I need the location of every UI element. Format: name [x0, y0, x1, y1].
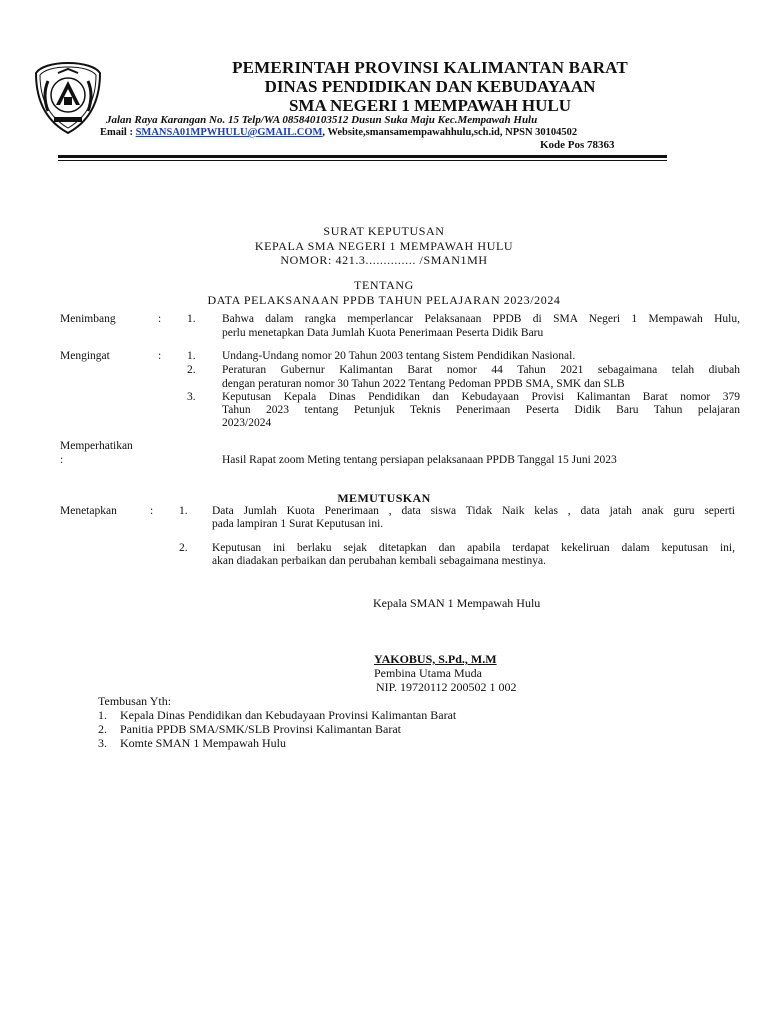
doc-number: NOMOR: 421.3.............. /SMAN1MH: [280, 253, 488, 267]
menetapkan-item-line: Keputusan ini berlaku sejak ditetapkan dan apabila terdapat kekeliruan dalam keputusan ini,: [212, 542, 735, 554]
website-npsn: , Website,smansamempawahhulu,sch.id, NPSN 30104502: [322, 127, 578, 138]
tembusan-num: 2.: [98, 722, 107, 736]
mengingat-num: 1.: [187, 350, 196, 362]
mengingat-item-line: Undang-Undang nomor 20 Tahun 2003 tentang Sistem Pendidikan Nasional.: [222, 350, 576, 362]
menimbang-line-1: Bahwa dalam rangka memperlancar Pelaksanaan PPDB di SMA Negeri 1 Mempawah Hulu,: [222, 313, 740, 325]
tembusan-label: Tembusan Yth:: [98, 694, 172, 708]
signatory-nip: NIP. 19720112 200502 1 002: [376, 680, 517, 694]
menetapkan-item-line: pada lampiran 1 Surat Keputusan ini.: [212, 518, 384, 530]
doc-issuer: KEPALA SMA NEGERI 1 MEMPAWAH HULU: [254, 239, 514, 253]
tembusan-item: Komte SMAN 1 Mempawah Hulu: [120, 736, 286, 750]
letterhead-address: Jalan Raya Karangan No. 15 Telp/WA 085840103512 Dusun Suka Maju Kec.Mempawah Hulu: [106, 114, 538, 126]
mengingat-item-line: dengan peraturan nomor 30 Tahun 2022 Tentang Pedoman PPDB SMA, SMK dan SLB: [222, 378, 625, 390]
provincial-emblem-logo: [34, 61, 102, 135]
mengingat-label: Mengingat: [60, 350, 110, 362]
letterhead-rule-thick: [58, 155, 667, 158]
menimbang-num: 1.: [187, 313, 196, 325]
email-link[interactable]: SMANSA01MPWHULU@GMAIL.COM: [135, 127, 323, 138]
menetapkan-num: 2.: [179, 542, 188, 554]
signatory-rank: Pembina Utama Muda: [374, 666, 482, 680]
memperhatikan-label: Memperhatikan: [60, 440, 133, 452]
mengingat-num: 3.: [187, 391, 196, 403]
mengingat-item-line: Keputusan Kepala Dinas Pendidikan dan Kebudayaan Provisi Kalimantan Barat nomor 379: [222, 391, 740, 403]
letterhead-government: PEMERINTAH PROVINSI KALIMANTAN BARAT: [232, 58, 628, 77]
mengingat-num: 2.: [187, 364, 196, 376]
mengingat-colon: :: [158, 350, 162, 362]
letterhead-department: DINAS PENDIDIKAN DAN KEBUDAYAAN: [264, 77, 596, 96]
tembusan-item: Panitia PPDB SMA/SMK/SLB Provinsi Kalimantan Barat: [120, 722, 402, 736]
mengingat-item-line: Tahun 2023 tentang Petunjuk Teknis Penerimaan Peserta Didik Baru Tahun pelajaran: [222, 404, 740, 416]
menetapkan-colon: :: [150, 505, 154, 517]
letterhead-rule-thin: [58, 160, 667, 161]
menimbang-label: Menimbang: [60, 313, 116, 325]
signatory-position: Kepala SMAN 1 Mempawah Hulu: [373, 596, 541, 610]
memutuskan-heading: MEMUTUSKAN: [337, 491, 431, 505]
menetapkan-item-line: Data Jumlah Kuota Penerimaan , data siswa Tidak Naik kelas , data jatah anak guru seperti: [212, 505, 735, 517]
tembusan-num: 1.: [98, 708, 107, 722]
email-label: Email :: [100, 127, 136, 138]
menimbang-line-2: perlu menetapkan Data Jumlah Kuota Penerimaan Peserta Didik Baru: [222, 327, 544, 339]
memperhatikan-colon: :: [60, 454, 64, 466]
mengingat-item-line: 2023/2024: [222, 417, 272, 429]
tembusan-item: Kepala Dinas Pendidikan dan Kebudayaan Provinsi Kalimantan Barat: [120, 708, 457, 722]
letterhead-contact: [100, 127, 577, 138]
signatory-name: YAKOBUS, S.Pd., M.M: [374, 652, 497, 666]
menetapkan-num: 1.: [179, 505, 188, 517]
mengingat-item-line: Peraturan Gubernur Kalimantan Barat nomor 44 Tahun 2021 sebagaimana telah diubah: [222, 364, 740, 376]
doc-title: SURAT KEPUTUSAN: [323, 224, 445, 238]
letterhead-school: SMA NEGERI 1 MEMPAWAH HULU: [288, 96, 572, 115]
menimbang-colon: :: [158, 313, 162, 325]
menetapkan-item-line: akan diadakan perbaikan dan perubahan kembali sebagaimana mestinya.: [212, 555, 546, 567]
tembusan-num: 3.: [98, 736, 107, 750]
doc-tentang: TENTANG: [354, 278, 414, 292]
memperhatikan-text: Hasil Rapat zoom Meting tentang persiapan pelaksanaan PPDB Tanggal 15 Juni 2023: [222, 454, 617, 466]
postal-code: Kode Pos 78363: [540, 139, 615, 151]
doc-subject: DATA PELAKSANAAN PPDB TAHUN PELAJARAN 2023/2024: [207, 293, 561, 307]
menetapkan-label: Menetapkan: [60, 505, 117, 517]
